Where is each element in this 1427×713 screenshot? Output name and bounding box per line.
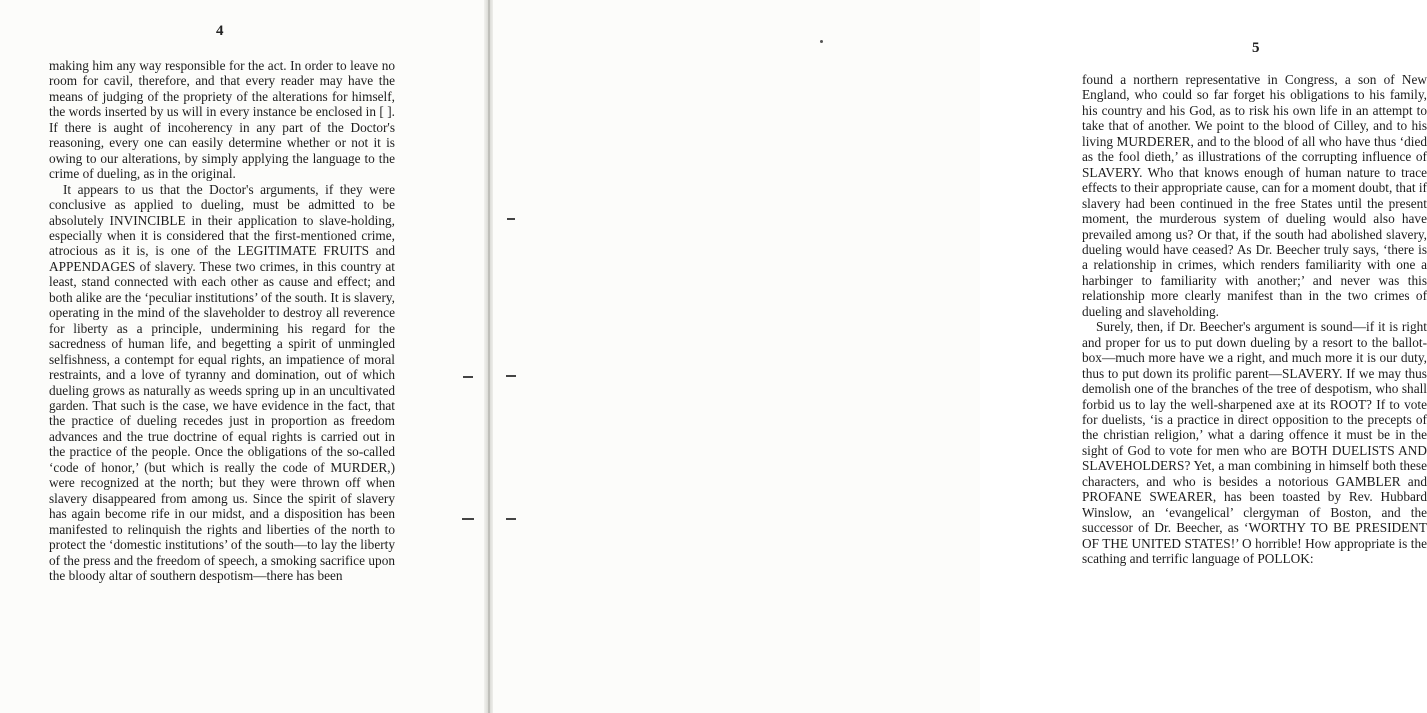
left-paragraph-2: It appears to us that the Doctor's arguments, if they were conclusive as applied to dueling, must be admitted to be absolutely INVINCIBLE in their application to slave-holding, especially when it is considered that the first-mentioned crime, atrocious as it is, is one of the LEGITIMATE FRUITS and APPENDAGES of slavery. These two crimes, in this country at least, stand connected with each other as cause and effect; and both alike are the ‘peculiar institutions’ of the south. It is slavery, operating in the mind of the slaveholder to destroy all reverence for liberty as a principle, undermining his regard for the sacredness of human life, and begetting a spirit of unmingled selfishness, a contempt for equal rights, an impatience of moral restraints, and a love of tyranny and domination, out of which dueling grows as naturally as weeds spring up in an uncultivated garden. That such is the case, we have evidence in the fact, that the practice of dueling recedes just in proportion as freedom advances and the true doctrine of equal rights is carried out in the practice of the people. Once the obligations of the so-called ‘code of honor,’ (but which is really the code of MURDER,) were recognized at the north; but they were thrown off when slavery disappeared from among us. Since the spirit of slavery has again become rife in our midst, and a disposition has been manifested to relinquish the rights and liberties of the north to protect the ‘domestic institutions’ of the south—to lay the liberty of the press and the freedom of speech, a smoking sacrifice upon the bloody altar of southern despotism—there has been xyxy=(49,181,395,583)
right-page xyxy=(493,0,1427,713)
left-page-text xyxy=(49,58,395,583)
right-paragraph-2: Surely, then, if Dr. Beecher's argument is sound—if it is right and proper for us to put down dueling by a resort to the ballot-box—much more have we a right, and much more it is our duty, thus to put down its prolific parent—SLAVERY. If we may thus demolish one of the branches of the tree of despotism, who shall forbid us to lay the well-sharpened axe at its ROOT? If to vote for duelists, ‘is a practice in direct opposition to the precepts of the christian religion,’ what a daring offence it must be in the sight of God to vote for men who are BOTH DUELISTS AND SLAVEHOLDERS? Yet, a man combining in himself both these characters, and who is besides a notorious GAMBLER and PROFANE SWEARER, has been toasted by Rev. Hubbard Winslow, an ‘evangelical’ clergyman of Boston, and the successor of Dr. Beecher, as ‘WORTHY TO BE PRESIDENT OF THE UNITED STATES!’ O horrible! How appropriate is the scathing and terrific language of POLLOK: xyxy=(1082,319,1427,567)
margin-mark xyxy=(507,218,515,220)
right-paragraph-1: found a northern representative in Congress, a son of New England, who could so far forget his obligations to his family, his country and his God, as to risk his own life in an attempt to take that of another. We point to the blood of Cilley, and to his living MURDERER, and to the blood of all who have thus ‘died as the fool dieth,’ as illustrations of the corrupting influence of SLAVERY. Who that knows enough of human nature to trace effects to their appropriate cause, can for a moment doubt, that if slavery had been continued in the free States until the present moment, the murderous system of dueling would also have prevailed among us? Or that, if the south had abolished slavery, dueling would have ceased? As Dr. Beecher truly says, ‘there is a relationship in crimes, which renders familiarity with one a harbinger to familiarity with another;’ and never was this relationship more clearly manifest than in the two crimes of dueling and slaveholding. xyxy=(1082,72,1427,319)
right-page-text xyxy=(1082,72,1427,567)
page-number-right: 5 xyxy=(1252,40,1260,56)
left-page xyxy=(0,0,487,713)
left-paragraph-1: making him any way responsible for the act. In order to leave no room for cavil, therefore, and that every reader may have the means of judging of the propriety of the alterations for himself, the words inserted by us will in every instance be enclosed in [ ]. If there is aught of incoherency in any part of the Doctor's reasoning, every one can easily determine whether or not it is owing to our alterations, by simply applying the language to the crime of dueling, as in the original. xyxy=(49,58,395,182)
margin-mark xyxy=(506,375,516,377)
margin-mark xyxy=(462,518,474,520)
ink-speck xyxy=(820,40,823,43)
margin-mark xyxy=(506,518,516,520)
margin-mark xyxy=(463,376,473,378)
page-number-left: 4 xyxy=(216,23,224,39)
